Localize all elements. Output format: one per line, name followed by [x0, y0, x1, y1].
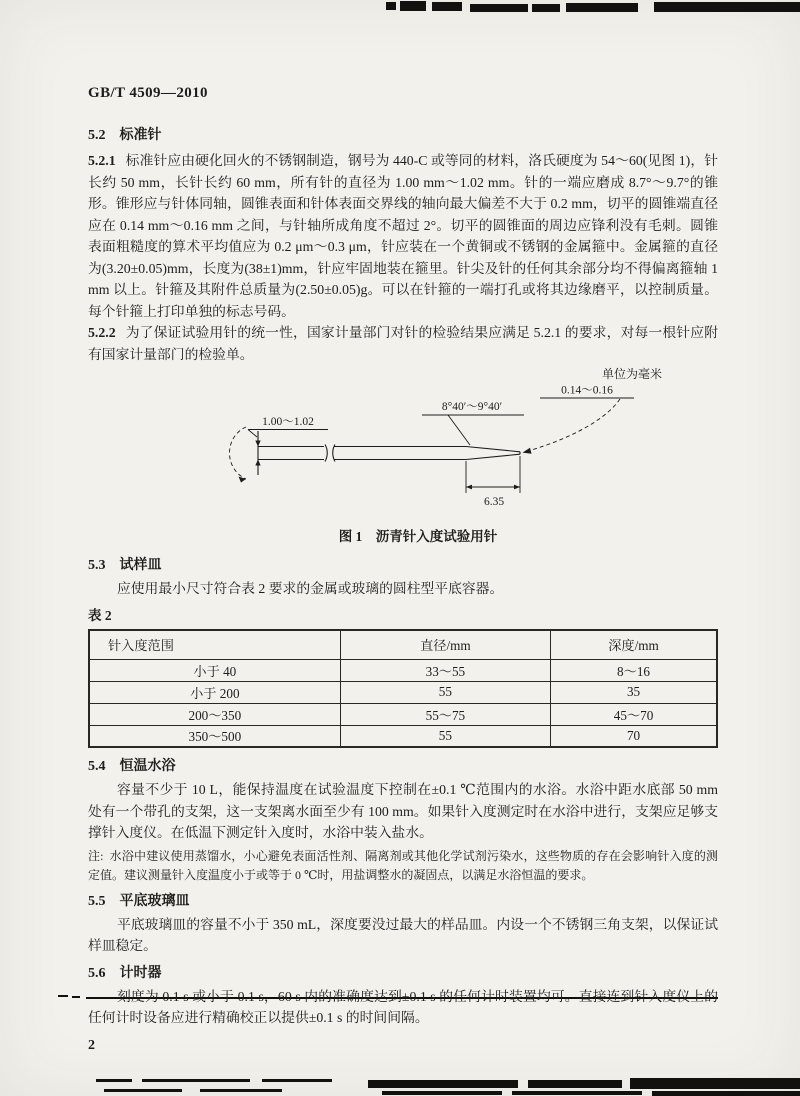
table-cell: 350～500 — [89, 725, 340, 747]
scan-artifact — [432, 2, 462, 11]
needle-outline — [258, 431, 520, 475]
figure-unit-note: 单位为毫米 — [601, 367, 662, 381]
table-2-label: 表 2 — [88, 608, 112, 623]
scan-artifact — [470, 4, 528, 12]
dimension-label-angle: 8°40′～9°40′ — [441, 401, 503, 413]
section-heading-5-2 — [88, 126, 718, 145]
section-title: 试样皿 — [119, 558, 162, 573]
dimension-label-tip: 0.14～0.16 — [561, 384, 613, 397]
section-title: 标准针 — [119, 128, 162, 143]
table-cell: 70 — [551, 725, 717, 747]
table-row — [89, 659, 717, 681]
section-title: 恒温水浴 — [119, 759, 176, 774]
clause-text: 为了保证试验用针的统一性，国家计量部门对针的检验结果应满足 5.2.1 的要求，对每一根针应附有国家计量部门的检验单。 — [88, 325, 718, 362]
page-content — [88, 84, 718, 1029]
table-cell: 200～350 — [89, 703, 340, 725]
dimension-label-diameter: 1.00～1.02 — [262, 416, 314, 428]
section-heading-5-4 — [88, 757, 718, 776]
section-number: 5.4 — [88, 759, 106, 774]
figure-1-caption: 图 1 沥青针入度试验用针 — [338, 529, 498, 544]
section-heading-5-3 — [88, 556, 718, 575]
scan-artifact — [142, 1079, 250, 1082]
table-cell: 33～55 — [340, 659, 550, 681]
doc-number: GB/T 4509—2010 — [88, 85, 208, 101]
table-2 — [88, 629, 718, 748]
scan-artifact — [368, 1080, 518, 1088]
clause-5-3-text: 应使用最小尺寸符合表 2 要求的金属或玻璃的圆柱型平底容器。 — [116, 581, 504, 596]
clause-5-6-text: 刻度为 0.1 s 或小于 0.1 s，60 s 内的准确度达到±0.1 s 的任何计时装置均可。直接连到针入度仪上的任何计时设备应进行精确校正以提供±0.1 s 的时间间隔。 — [88, 988, 718, 1025]
rotation-arc — [230, 427, 247, 483]
dimension-label-length: 6.35 — [483, 496, 505, 508]
table-row — [89, 681, 717, 703]
table-cell: 45～70 — [551, 703, 717, 725]
scan-artifact — [200, 1089, 282, 1092]
table-cell: 8～16 — [551, 659, 717, 681]
clause-5-4-text: 容量不少于 10 L，能保持温度在试验温度下控制在±0.1 ℃范围内的水浴。水浴中距水底部 50 mm 处有一个带孔的支架，这一支架离水面至少有 100 mm。如果针入度测定时在水浴中进行，支架应足够支撑针入度仪。在低温下测定针入度时，水浴中装入盐水。 — [88, 782, 718, 840]
scan-artifact — [652, 1091, 800, 1096]
clause-5-4-note — [88, 847, 718, 885]
scan-artifact — [382, 1091, 502, 1095]
table-cell: 35 — [551, 681, 717, 703]
table-header-penetration-range: 针入度范围 — [89, 630, 340, 659]
table-cell: 小于 40 — [89, 659, 340, 681]
table-row — [89, 725, 717, 747]
scan-artifact — [532, 4, 560, 12]
scan-artifact — [400, 1, 426, 11]
scan-artifact — [630, 1078, 800, 1089]
scan-artifact — [566, 3, 638, 12]
scan-artifact — [72, 996, 80, 998]
scan-artifact — [512, 1091, 642, 1095]
angle-dimension — [422, 401, 524, 445]
scan-artifact — [58, 995, 68, 997]
page-number: 2 — [88, 1038, 95, 1053]
length-dimension — [466, 456, 520, 508]
section-number: 5.5 — [88, 893, 106, 909]
table-header-depth: 深度/mm — [551, 630, 717, 659]
scan-artifact — [386, 2, 396, 10]
table-header-diameter: 直径/mm — [340, 630, 550, 659]
note-label: 注: — [88, 848, 104, 863]
figure-1 — [200, 381, 718, 522]
table-cell: 小于 200 — [89, 681, 340, 703]
section-number: 5.3 — [88, 558, 106, 573]
section-heading-5-6 — [88, 964, 718, 983]
scan-artifact — [96, 1079, 132, 1082]
table-cell: 55 — [340, 725, 550, 747]
scan-artifact — [654, 2, 800, 12]
table-cell: 55～75 — [340, 703, 550, 725]
clause-5-5-text: 平底玻璃皿的容量不小于 350 mL，深度要没过最大的样品皿。内设一个不锈钢三角支架，以保证试样皿稳定。 — [88, 916, 718, 953]
section-title: 计时器 — [119, 965, 162, 981]
clause-text: 标准针应由硬化回火的不锈钢制造，钢号为 440-C 或等同的材料，洛氏硬度为 54～60(见图 1)，针长约 50 mm，长针长约 60 mm，所有针的直径为 1.00 mm～1.02 mm。针的一端应磨成 8.7°～9.7°的锥形。锥形应与针体同轴，圆锥表面和针体表面交界线的轴向最大偏差不大于 0.2 mm，切平的圆锥端直径应在 0.14 mm～0.16 mm 之间，与针轴所成角度不超过 2°。切平的圆锥面的周边应锋利没有毛刺。圆锥表面粗糙度的算术平均值应为 0.2 μm～0.3 μm，针应装在一个黄铜或不锈钢的金属箍中。金属箍的直径为(3.20±0.05)mm，长度为(38±1)mm，针应牢固地装在箍里。针尖及针的任何其余部分均不得偏离箍轴 1 mm 以上。针箍及其附件总质量为(2.50±0.05)g。可以在针箍的一端打孔或将其边缘磨平，以控制质量。每个针箍上打印单独的标志号码。 — [88, 153, 718, 319]
clause-number: 5.2.2 — [88, 325, 116, 340]
figure-1-needle-diagram — [200, 381, 660, 517]
scan-artifact — [262, 1079, 332, 1082]
section-title: 平底玻璃皿 — [119, 893, 190, 909]
scan-artifact — [528, 1080, 622, 1088]
table-header-row — [89, 630, 717, 659]
clause-number: 5.2.1 — [88, 153, 116, 168]
section-heading-5-5 — [88, 892, 718, 911]
tip-dimension — [523, 385, 635, 454]
section-number: 5.6 — [88, 965, 106, 981]
clause-5-2-2 — [88, 322, 718, 365]
table-row — [89, 703, 717, 725]
note-text: 水浴中建议使用蒸馏水，小心避免表面活性剂、隔离剂或其他化学试剂污染水，这些物质的存在会影响针入度的测定值。建议测量针入度温度小于或等于 0 ℃时，用盐调整水的凝固点，以满足水浴恒温的要求。 — [88, 848, 718, 882]
section-number: 5.2 — [88, 128, 106, 143]
scan-artifact — [104, 1089, 182, 1092]
clause-5-2-1 — [88, 150, 718, 322]
diameter-dimension — [248, 416, 328, 473]
table-cell: 55 — [340, 681, 550, 703]
